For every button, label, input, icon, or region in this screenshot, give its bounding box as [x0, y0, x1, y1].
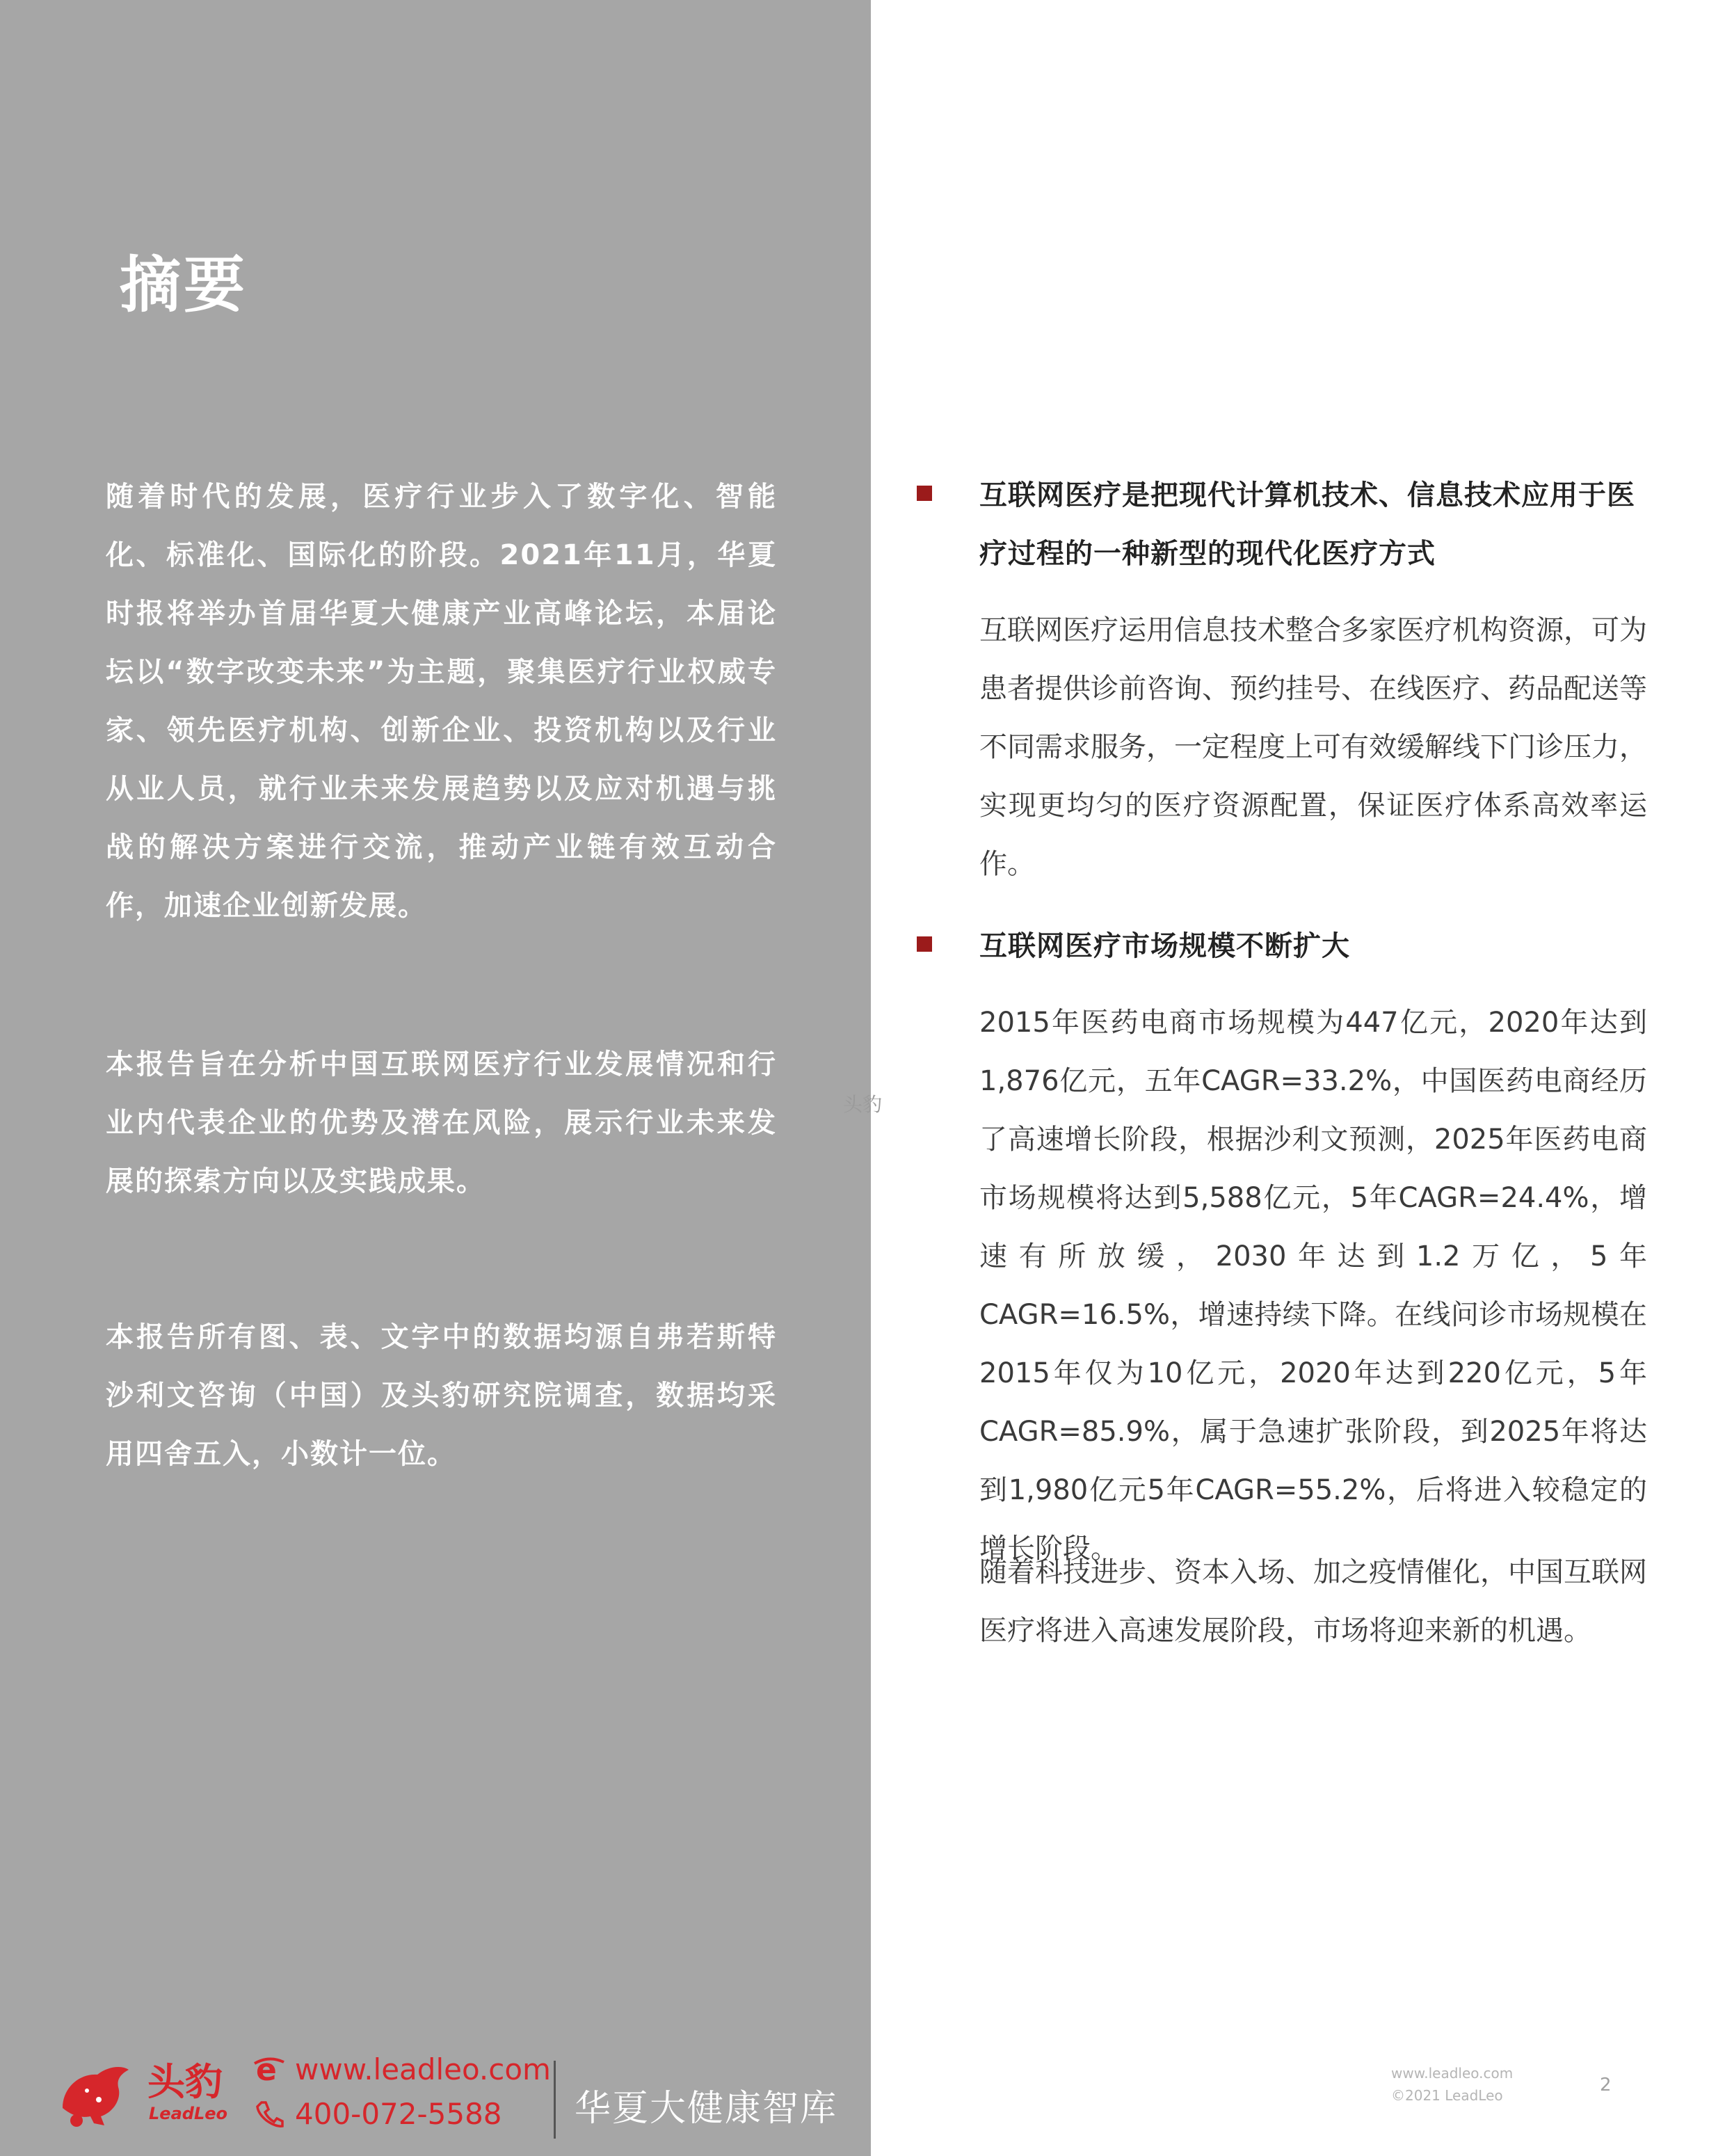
bullet-2-title: 互联网医疗市场规模不断扩大: [979, 930, 1350, 962]
website-text[interactable]: www.leadleo.com: [295, 2052, 551, 2086]
phone-icon: [253, 2098, 285, 2130]
footer-phone[interactable]: [253, 2097, 502, 2131]
bullet-square-icon: [917, 486, 932, 501]
copyright-text: ©2021 LeadLeo: [1391, 2087, 1503, 2104]
bullet-2-body-2: 随着科技进步、资本入场、加之疫情催化，中国互联网医疗将进入高速发展阶段，市场将迎来新的机遇。: [979, 1556, 1647, 1647]
logo-text-cn: 头豹: [147, 2060, 223, 2104]
copyright-web: www.leadleo.com: [1391, 2065, 1514, 2082]
bullet-square-icon: [917, 936, 932, 952]
page-title: 摘要: [120, 249, 248, 321]
summary-paragraph-2: 本报告旨在分析中国互联网医疗行业发展情况和行业内代表企业的优势及潜在风险，展示行业未来发展的探索方向以及实践成果。: [106, 1048, 777, 1197]
leopard-logo-icon: [56, 2059, 132, 2129]
web-e-icon: [253, 2054, 285, 2086]
bullet-1-title: 互联网医疗是把现代计算机技术、信息技术应用于医疗过程的一种新型的现代化医疗方式: [979, 479, 1635, 570]
summary-paragraph-3: 本报告所有图、表、文字中的数据均源自弗若斯特沙利文咨询（中国）及头豹研究院调查，数据均采用四舍五入，小数计一位。: [106, 1321, 777, 1470]
phone-text[interactable]: 400-072-5588: [295, 2097, 502, 2131]
page-number: 2: [1600, 2075, 1612, 2095]
footer-website[interactable]: [253, 2052, 551, 2086]
footer-divider: [554, 2061, 556, 2139]
think-tank-label: 华夏大健康智库: [575, 2088, 838, 2130]
logo-text-en: LeadLeo: [149, 2104, 228, 2123]
summary-paragraph-1: 随着时代的发展，医疗行业步入了数字化、智能化、标准化、国际化的阶段。2021年11月，华夏时报将举办首届华夏大健康产业高峰论坛，本届论坛以“数字改变未来”为主题，聚集医疗行业权威专家、领先医疗机构、创新企业、投资机构以及行业从业人员，就行业未来发展趋势以及应对机遇与挑战的解决方案进行交流，推动产业链有效互动合作，加速企业创新发展。: [106, 481, 777, 922]
bullet-2-body-1: 2015年医药电商市场规模为447亿元，2020年达到1,876亿元，五年CAGR=33.2%，中国医药电商经历了高速增长阶段，根据沙利文预测，2025年医药电商市场规模将达到5,588亿元，5年CAGR=24.4%，增速有所放缓，2030年达到1.2万亿，5年CAGR=16.5%，增速持续下降。在线问诊市场规模在2015年仅为10亿元，2020年达到220亿元，5年CAGR=85.9%，属于急速扩张阶段，到2025年将达到1,980亿元5年CAGR=55.2%，后将进入较稳定的增长阶段。: [979, 1007, 1647, 1565]
bullet-1-body: 互联网医疗运用信息技术整合多家医疗机构资源，可为患者提供诊前咨询、预约挂号、在线医疗、药品配送等不同需求服务，一定程度上可有效缓解线下门诊压力，实现更均匀的医疗资源配置，保证医疗体系高效率运作。: [979, 614, 1647, 880]
svg-text:e: e: [256, 2053, 277, 2086]
watermark: 头豹: [843, 1093, 883, 1116]
copyright-block: [1391, 2062, 1544, 2107]
